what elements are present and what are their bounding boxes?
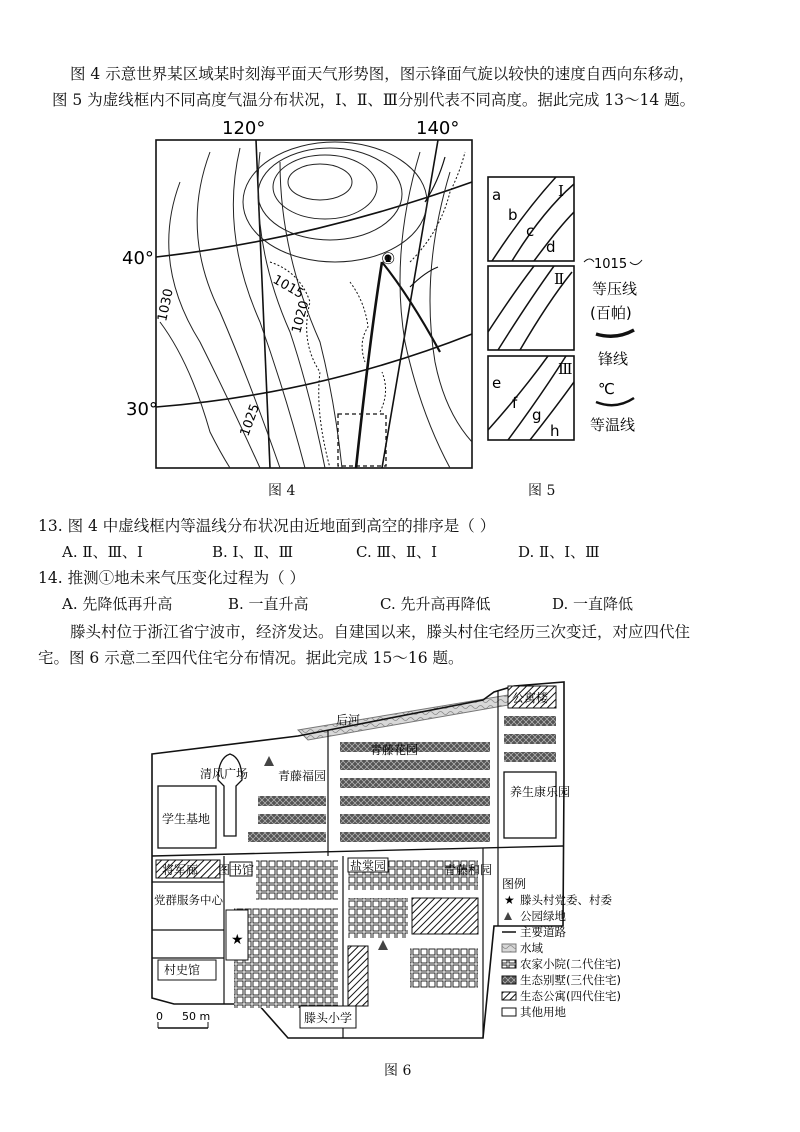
lon-label-140: 140° xyxy=(416,118,460,139)
q13-stem: 13. 图 4 中虚线框内等温线分布状况由近地面到高空的排序是（ ） xyxy=(38,517,496,535)
letter-g: g xyxy=(532,406,542,424)
label-qingfeng-square: 清风广场 xyxy=(200,767,249,781)
q13-option-a: A. Ⅱ、Ⅲ、Ⅰ xyxy=(62,543,143,561)
park-icon-south xyxy=(378,940,388,950)
cottage-grid-south xyxy=(234,860,478,1008)
label-dangqun: 党群服务中心 xyxy=(154,893,223,907)
q14-option-a: A. 先降低再升高 xyxy=(62,595,173,613)
legend-item-7: 生态公寓(四代住宅) xyxy=(520,989,621,1003)
q13-option-d: D. Ⅱ、Ⅰ、Ⅲ xyxy=(518,543,600,561)
legend-title: 图例 xyxy=(502,877,527,891)
intro2-line-1: 滕头村位于浙江省宁波市，经济发达。自建国以来，滕头村住宅经历三次变迁，对应四代住 xyxy=(70,623,691,641)
label-qingteng-garden: 青藤花园 xyxy=(370,743,419,757)
figure-4-weather-map xyxy=(120,112,480,477)
legend-isotherm: 等温线 xyxy=(590,416,636,434)
isobar-label-1020: 1020 xyxy=(289,299,313,336)
label-cunshiguan: 村史馆 xyxy=(164,963,201,977)
scale-value: 50 m xyxy=(182,1010,211,1023)
legend-isobar-unit: (百帕) xyxy=(590,304,632,322)
panel-label-2: Ⅱ xyxy=(554,270,565,288)
letter-c: c xyxy=(526,222,535,240)
label-qingteng-heyuan: 青藤和园 xyxy=(444,863,493,877)
q14-option-d: D. 一直降低 xyxy=(552,595,634,613)
star-icon: ★ xyxy=(231,932,244,948)
legend-item-3: 主要道路 xyxy=(520,925,566,939)
label-school: 滕头小学 xyxy=(304,1011,353,1025)
letter-b: b xyxy=(508,206,518,224)
figure-6-caption: 图 6 xyxy=(384,1063,412,1079)
park-icon-north xyxy=(264,756,274,766)
label-student-base: 学生基地 xyxy=(162,812,211,826)
figure-5-caption: 图 5 xyxy=(528,483,556,499)
label-gongyuanlou: 公寓楼 xyxy=(512,691,549,705)
lon-label-120: 120° xyxy=(222,118,266,139)
letter-e: e xyxy=(492,374,502,392)
legend-front: 锋线 xyxy=(598,350,629,368)
lat-label-40: 40° xyxy=(122,248,154,269)
legend-park-icon xyxy=(504,912,512,920)
label-yangsheng: 养生康乐园 xyxy=(510,785,571,799)
letter-h: h xyxy=(550,422,560,440)
label-river: 后河 xyxy=(336,713,361,727)
legend-item-8: 其他用地 xyxy=(520,1005,566,1019)
isobar-label-1025: 1025 xyxy=(237,402,264,439)
label-jiangjunlang: 将军廊 xyxy=(162,863,199,877)
legend-isotherm-unit: ℃ xyxy=(598,380,615,398)
legend-star-icon: ★ xyxy=(504,893,515,907)
legend-item-5: 农家小院(二代住宅) xyxy=(520,957,621,971)
q13-option-c: C. Ⅲ、Ⅱ、Ⅰ xyxy=(356,543,438,561)
legend-item-4: 水域 xyxy=(520,941,543,955)
label-library: 图书馆 xyxy=(218,863,255,877)
panel-label-1: Ⅰ xyxy=(558,182,564,200)
panel-label-3: Ⅲ xyxy=(558,360,573,378)
scale-zero: 0 xyxy=(156,1010,163,1023)
figure-6-village-map xyxy=(148,668,658,1048)
legend-item-2: 公园绿地 xyxy=(520,909,566,923)
q14-option-b: B. 一直升高 xyxy=(228,595,309,613)
label-qingteng-fuyuan: 青藤福园 xyxy=(278,769,327,783)
legend-isobar-name: 等压线 xyxy=(592,280,638,298)
letter-d: d xyxy=(546,238,556,256)
intro2-line-2: 宅。图 6 示意二至四代住宅分布情况。据此完成 15～16 题。 xyxy=(38,649,464,667)
point-1-label: ① xyxy=(381,249,396,268)
legend-item-6: 生态别墅(三代住宅) xyxy=(520,973,621,987)
figure-5-isotherm-panels xyxy=(484,172,654,442)
label-zhuanlanyuan: 盐棠园 xyxy=(350,859,387,873)
intro-line-2: 图 5 为虚线框内不同高度气温分布状况，Ⅰ、Ⅱ、Ⅲ分别代表不同高度。据此完成 13～14 题。 xyxy=(52,91,696,109)
q13-option-b: B. Ⅰ、Ⅱ、Ⅲ xyxy=(212,543,294,561)
q14-stem: 14. 推测①地未来气压变化过程为（ ） xyxy=(38,569,306,587)
lat-label-30: 30° xyxy=(126,399,158,420)
isobar-label-1030: 1030 xyxy=(155,287,177,323)
legend-isobar-value: 1015 xyxy=(594,257,628,272)
figure-6-legend xyxy=(502,876,621,1019)
letter-f: f xyxy=(512,394,518,412)
q14-option-c: C. 先升高再降低 xyxy=(380,595,491,613)
intro-line-1: 图 4 示意世界某区域某时刻海平面天气形势图，图示锋面气旋以较快的速度自西向东移动， xyxy=(70,65,695,83)
legend-item-1: 滕头村党委、村委 xyxy=(520,893,612,907)
isobar-label-1015: 1015 xyxy=(270,272,307,303)
letter-a: a xyxy=(492,186,502,204)
figure-4-caption: 图 4 xyxy=(268,483,296,499)
